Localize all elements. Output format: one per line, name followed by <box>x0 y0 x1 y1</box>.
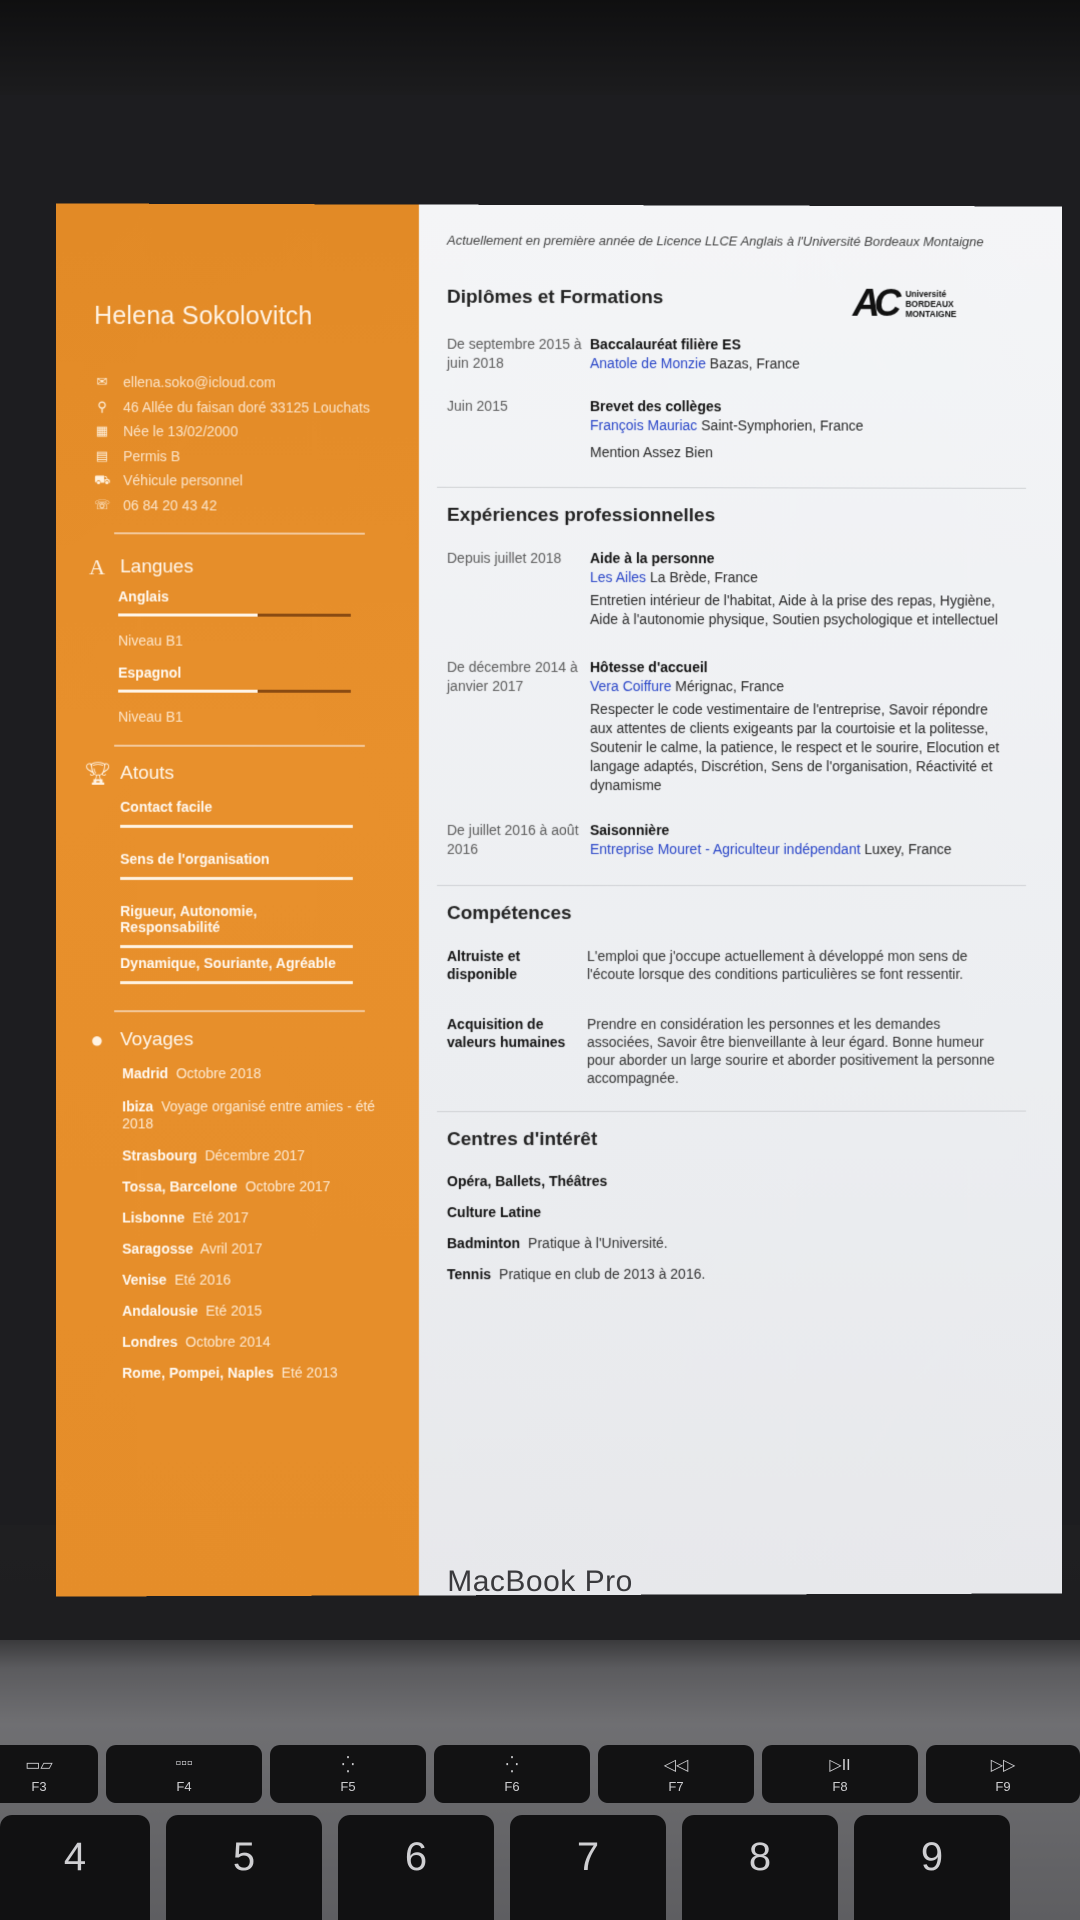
language-item: Espagnol Niveau B1 <box>118 665 351 725</box>
atout-item: Sens de l'organisation <box>120 851 353 880</box>
language-item: Anglais Niveau B1 <box>118 588 351 648</box>
voyage-item: Venise Eté 2016 <box>122 1271 231 1288</box>
divider <box>114 532 365 534</box>
interest-item: Badminton Pratique à l'Université. <box>446 1234 668 1252</box>
employer-link[interactable]: Entreprise Mouret - Agriculteur indépendant <box>589 841 861 858</box>
interest-item: Opéra, Ballets, Théâtres <box>446 1172 608 1190</box>
intro-text: Actuellement en première année de Licence LLCE Anglais à l'Université Bordeaux Montaigne <box>446 232 984 250</box>
language-level-bar <box>118 690 351 693</box>
experience-entry: De décembre 2014 à janvier 2017 Hôtesse d'accueil Vera Coiffure Mérignac, France Respecter le code vestimentaire de l'entreprise, Savoir répondre aux attentes de clients exigeants par la courtoisie et la politesse, Soutenir le calme, la patience, le respect et le sourire, Elocution et langage adaptés, Discrétion, Sens de l'organisation, Réactivité et dynamisme <box>446 658 1000 794</box>
key-8[interactable]: 8 <box>682 1815 838 1920</box>
id-card-icon: ▤ <box>95 447 109 463</box>
voyage-item: Londres Octobre 2014 <box>122 1333 271 1350</box>
laptop-screen <box>0 95 1080 1525</box>
divider <box>437 1111 1026 1113</box>
key-f8[interactable]: ▷II F8 <box>762 1745 918 1803</box>
key-f9[interactable]: ▷▷ F9 <box>926 1745 1080 1803</box>
key-f5[interactable]: ⁛ F5 <box>270 1745 426 1803</box>
key-4[interactable]: 4 <box>0 1815 150 1920</box>
cv-sidebar <box>56 203 419 1596</box>
key-6[interactable]: 6 <box>338 1815 494 1920</box>
letter-a-icon: A <box>89 554 106 580</box>
section-voyages: ● Voyages <box>84 1027 193 1053</box>
voyage-item: Andalousie Eté 2015 <box>122 1302 262 1319</box>
experience-entry: Depuis juillet 2018 Aide à la personne Les Ailes La Brède, France Entretien intérieur de l'habitat, Aide à la prise des repas, Hygiène, Aide à l'autonomie physique, Soutien psychologique et intellectuel <box>446 549 999 628</box>
school-link[interactable]: Anatole de Monzie <box>589 355 706 372</box>
voyage-item: Lisbonne Eté 2017 <box>122 1209 249 1226</box>
diplome-entry: Juin 2015 Brevet des collèges François Mauriac Saint-Symphorien, France Mention Assez Bien <box>446 397 864 461</box>
candidate-name: Helena Sokolovitch <box>94 301 313 331</box>
key-f7[interactable]: ◁◁ F7 <box>598 1745 754 1803</box>
school-link[interactable]: François Mauriac <box>589 417 698 434</box>
trophy-icon: 🏆︎ <box>84 760 113 786</box>
cv-main <box>419 205 1062 1596</box>
language-level-bar <box>118 613 351 616</box>
language-level-fill <box>118 613 258 616</box>
atout-item: Dynamique, Souriante, Agréable <box>120 955 353 984</box>
voyage-item: Saragosse Avril 2017 <box>122 1240 263 1257</box>
section-interets-title: Centres d'intérêt <box>446 1128 598 1151</box>
employer-link[interactable]: Les Ailes <box>589 569 647 586</box>
key-f6[interactable]: ⁛ F6 <box>434 1745 590 1803</box>
car-icon: ⛟ <box>94 472 111 488</box>
atout-item: Contact facile <box>120 799 353 828</box>
contact-license: ▤ Permis B <box>95 447 181 465</box>
contact-email: ✉ ellena.soko@icloud.com <box>94 370 405 395</box>
key-5[interactable]: 5 <box>166 1815 322 1920</box>
key-9[interactable]: 9 <box>854 1815 1010 1920</box>
contact-birthdate: ▦ Née le 13/02/2000 <box>95 423 239 440</box>
key-f4[interactable]: ▫▫▫ F4 <box>106 1745 262 1803</box>
calendar-icon: ▦ <box>95 423 109 439</box>
location-pin-icon: ⚲ <box>97 398 107 414</box>
language-level-fill <box>118 690 258 693</box>
section-atouts: 🏆︎ Atouts <box>84 760 175 786</box>
cv-document <box>56 203 1062 1596</box>
divider <box>114 745 365 747</box>
contact-phone: ☏ 06 84 20 43 42 <box>94 496 217 514</box>
voyage-item: Tossa, Barcelone Octobre 2017 <box>122 1178 331 1195</box>
contact-address: ⚲ 46 Allée du faisan doré 33125 Louchats <box>94 394 405 419</box>
interest-item: Tennis Pratique en club de 2013 à 2016. <box>446 1265 706 1283</box>
section-langues: A Langues <box>84 554 193 580</box>
divider <box>114 1010 365 1012</box>
key-7[interactable]: 7 <box>510 1815 666 1920</box>
envelope-icon: ✉ <box>96 374 108 390</box>
employer-link[interactable]: Vera Coiffure <box>589 678 672 695</box>
voyage-item: Strasbourg Décembre 2017 <box>122 1147 305 1164</box>
key-f3[interactable]: ▭▱ F3 <box>0 1745 98 1803</box>
divider <box>437 885 1026 886</box>
section-experiences-title: Expériences professionnelles <box>446 504 716 527</box>
voyage-item: Ibiza Voyage organisé entre amies - été 2018 <box>122 1098 376 1132</box>
phone-icon: ☏ <box>94 496 111 512</box>
contact-list <box>94 370 405 518</box>
contact-vehicle: ⛟ Véhicule personnel <box>94 472 243 489</box>
interest-item: Culture Latine <box>446 1204 542 1221</box>
globe-icon: ● <box>90 1027 104 1053</box>
diplome-entry: De septembre 2015 à juin 2018 Baccalauréat filière ES Anatole de Monzie Bazas, France <box>446 335 800 372</box>
university-logo: AC Université BORDEAUX MONTAIGNE <box>852 282 957 325</box>
voyage-item: Madrid Octobre 2018 <box>122 1065 262 1082</box>
voyage-item: Rome, Pompei, Naples Eté 2013 <box>122 1364 338 1381</box>
section-competences-title: Compétences <box>446 902 572 925</box>
section-diplomes-title: Diplômes et Formations <box>446 286 664 309</box>
laptop-brand: MacBook Pro <box>447 1565 633 1598</box>
atout-item: Rigueur, Autonomie, Responsabilité <box>120 903 353 948</box>
divider <box>437 487 1026 489</box>
